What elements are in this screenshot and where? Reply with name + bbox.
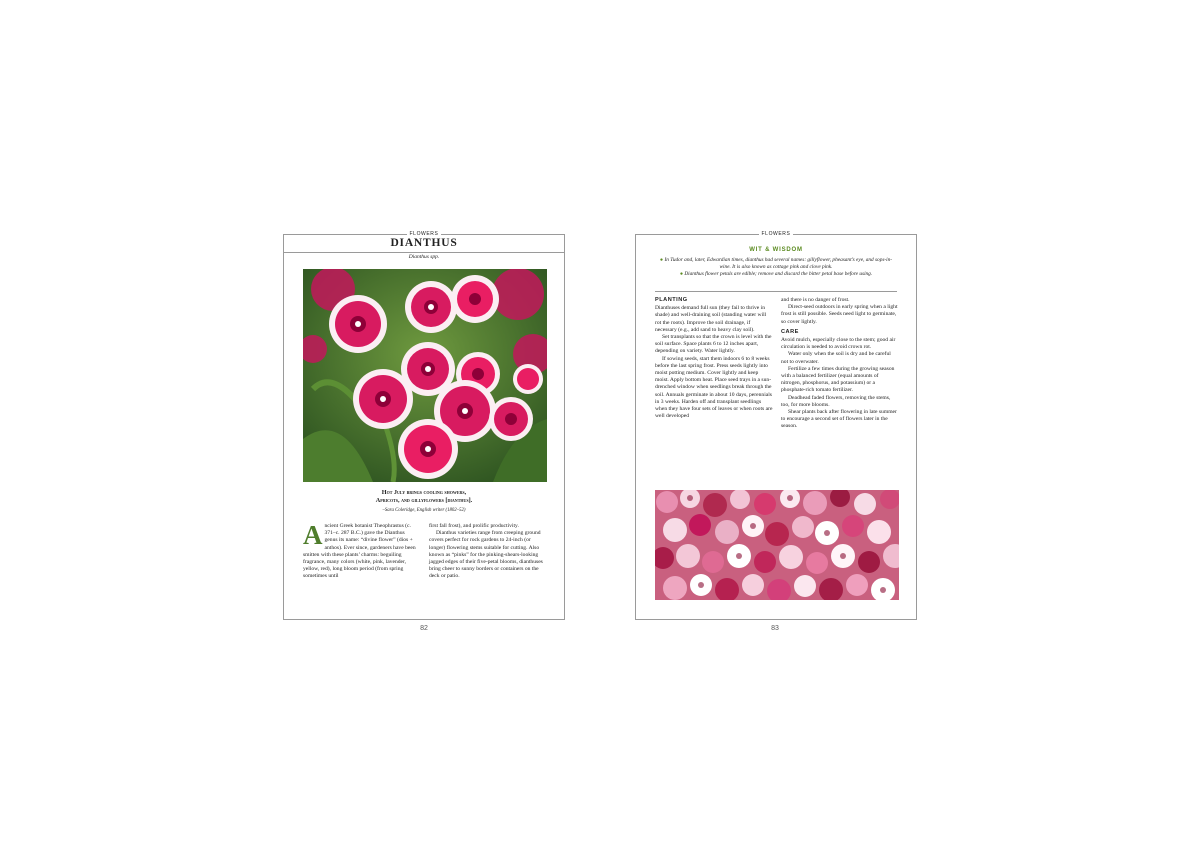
left-page (283, 231, 565, 620)
body-text: ncient Greek botanist Theophrastus (c. 371–c. 287 B.C.) gave the Dianthus genus its name: “divine flower” (dios + anthos). Ever since, gardeners have been smitten with these plants’ charms: beguiling fragrance, many colors (white, pink, lavender, yellow, red), long bloom period (from spring sometimes until (303, 523, 416, 580)
body-paragraph: and there is no danger of frost. (781, 297, 850, 303)
page-number-right: 83 (771, 625, 779, 632)
bullet-icon: ● (679, 271, 685, 278)
right-page (635, 231, 917, 620)
body-paragraph: Deadhead faded flowers, removing the stems, too, for more blooms. (781, 394, 891, 408)
divider (655, 291, 897, 292)
care-heading: CARE (781, 328, 799, 335)
section-label: FLOWERS (284, 230, 564, 238)
page-title: DIANTHUS (390, 237, 458, 249)
care-column (781, 297, 899, 431)
body-paragraph: Avoid mulch, especially close to the stem; good air circulation is needed to avoid crown rot. (781, 337, 896, 351)
body-paragraph: Fertilize a few times during the growing season with a balanced fertilizer (equal amounts of nitrogen, phosphorus, and potassium) or a phosphate-rich tomato fertilizer. (781, 365, 895, 394)
planting-heading: PLANTING (655, 297, 688, 303)
body-column-1 (303, 520, 419, 581)
body-column-2 (429, 523, 547, 581)
wit-item: ● Dianthus flower petals are edible; remove and discard the bitter petal base before using. (679, 271, 873, 278)
section-label: FLOWERS (636, 230, 916, 238)
planting-column (655, 297, 773, 420)
body-paragraph: Dianthuses demand full sun (they fail to thrive in shade) and well-draining soil (standing water will rot the roots). Improve the soil drainage, if necessary (e.g., add sand to heavy clay soil). (655, 305, 767, 333)
drop-cap: A (303, 520, 323, 550)
body-paragraph: If sowing seeds, start them indoors 6 to 8 weeks before the last spring frost. Press seeds lightly into moist potting medium. Cover lightly and keep moist. Apply bottom heat. Place seed trays in a sun-drenched window when seedlings break through the soil. Annuals germinate in about 10 days, perennials in 3 weeks. Harden off and transplant seedlings when they have four sets of leaves or when roots are well developed (655, 355, 773, 420)
epigraph-attribution: –Sara Coleridge, English writer (1802–52) (382, 508, 466, 513)
body-paragraph: Water only when the soil is dry and be careful not to overwater. (781, 351, 891, 365)
wit-wisdom-list (658, 257, 894, 279)
wit-wisdom-heading: WIT & WISDOM (749, 247, 803, 253)
dianthus-field-photo (655, 490, 899, 600)
body-paragraph: Shear plants back after flowering in late summer to encourage a second set of flowers later in the season. (781, 409, 897, 430)
body-paragraph: Direct-seed outdoors in early spring when a light frost is still possible. Seeds need light to germinate, so cover lightly. (781, 304, 898, 325)
epigraph: Hot July brings cooling showers, Apricots, and gillyflowers [dianthus]. (375, 489, 473, 504)
wit-item: ● In Tudor and, later, Edwardian times, dianthus had several names: gillyflower, pheasant’s eye, and sops-in-wine. It is also known as cottage pink and clove pink. (659, 257, 893, 271)
body-paragraph: Dianthus varieties range from creeping ground covers perfect for rock gardens to 24-inch (or longer) flowering stems suitable for cutting. Also known as “pinks” for the pinking-shears-looking jagged edges of their five-petal blooms, dianthuses bring cheer to sunny borders or containers on the deck or patio. (429, 530, 543, 580)
body-paragraph: first fall frost), and prolific productivity. (429, 523, 519, 529)
botanical-name: Dianthus spp. (408, 254, 440, 260)
page-number-left: 82 (420, 625, 428, 632)
bullet-icon: ● (659, 257, 665, 263)
dianthus-photo (303, 269, 547, 482)
title-block (284, 235, 564, 253)
body-paragraph: Set transplants so that the crown is level with the soil surface. Space plants 6 to 12 inches apart, depending on variety. Water lightly. (655, 334, 772, 355)
